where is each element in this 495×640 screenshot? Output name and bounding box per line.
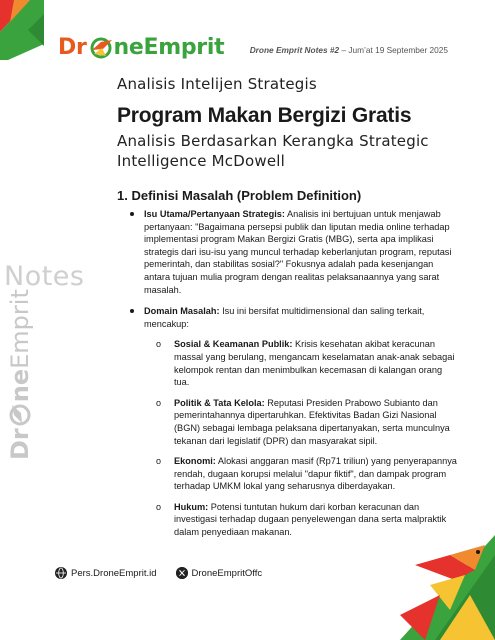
bullet-item: [117, 305, 457, 539]
sub-bullet-label: Hukum:: [174, 501, 209, 512]
sub-bullet-label: Ekonomi:: [174, 456, 216, 467]
logo-text-part1: Dr: [58, 35, 87, 60]
footer-website[interactable]: [55, 567, 157, 579]
bird-logo-icon: [88, 36, 114, 60]
bullet-label: Domain Masalah:: [144, 306, 220, 317]
document-kicker: Analisis Intelijen Strategis: [117, 75, 317, 93]
brand-logo: [58, 33, 224, 63]
sub-bullet-label: Politik & Tata Kelola:: [174, 397, 265, 408]
sub-bullet-item: [144, 338, 457, 388]
bullet-text: Analisis ini bertujuan untuk menjawab pertanyaan: "Bagaimana persepsi publik dan liputan media online terhadap implementasi program Makan Bergizi Gratis (MBG), serta apa implikasi strategis dari isu-isu yang muncul terhadap keberlanjutan program, reputasi pemerintah, dan stabilitas sosial?" Fokusnya adalah pada kesenjangan antara tujuan mulia program dengan realitas pelaksanaannya yang sarat masalah.: [144, 209, 452, 295]
x-logo-icon: [176, 567, 188, 579]
publish-date: – Jum’at 19 September 2025: [341, 45, 448, 55]
sub-bullet-item: [144, 501, 457, 539]
section-title: 1. Definisi Masalah (Problem Definition): [117, 188, 362, 203]
side-brand-part2: ne: [6, 368, 34, 403]
sub-bullet-text: Alokasi anggaran masif (Rp71 triliun) yang penyerapannya rendah, dugaan korupsi melalui "dapur fiktif", dan dampak program terhadap UMKM lokal yang seharusnya diberdayakan.: [174, 456, 457, 492]
globe-icon: [55, 567, 67, 579]
document-subtitle: Analisis Berdasarkan Kerangka Strategic Intelligence McDowell: [117, 132, 429, 170]
sub-bullet-label: Sosial & Keamanan Publik:: [174, 339, 293, 350]
bullet-item: [117, 208, 457, 296]
notes-label: Drone Emprit Notes #2: [249, 45, 340, 55]
logo-text-part2: neEmprit: [113, 35, 225, 60]
sub-bullet-item: [144, 397, 457, 447]
side-brand-watermark: [6, 289, 34, 460]
side-brand-part1: Dr: [6, 428, 34, 460]
document-title: Program Makan Bergizi Gratis: [117, 104, 412, 127]
social-handle[interactable]: DroneEmpritOffc: [191, 567, 263, 579]
bullet-label: Isu Utama/Pertanyaan Strategis:: [144, 209, 285, 219]
side-bird-icon: [8, 403, 32, 427]
sub-bullet-text: Potensi tuntutan hukum dari korban keracunan dan investigasi terhadap dugaan penyelewengan dana serta malpraktik dalam penyediaan makanan.: [174, 501, 447, 538]
bullet-text: Isu ini bersifat multidimensional dan saling terkait, mencakup:: [144, 306, 425, 329]
sub-bullet-text: Krisis kesehatan akibat keracunan massal yang berulang, mengancam keselamatan anak-anak sebagai kelompok rentan dan menimbulkan kecemasan di kalangan orang tua.: [174, 339, 455, 388]
footer-social[interactable]: [176, 567, 263, 579]
top-left-decoration: [0, 0, 60, 60]
website-link[interactable]: Pers.DroneEmprit.id: [71, 567, 157, 579]
main-bullet-list: [117, 208, 457, 539]
footer: [55, 567, 281, 579]
header-meta: [240, 45, 448, 55]
sub-bullet-item: [144, 455, 457, 493]
sub-bullet-list: [144, 338, 457, 538]
sub-bullet-text: Reputasi Presiden Prabowo Subianto dan pemerintahannya dipertaruhkan. Efektivitas Badan Gizi Nasional (BGN) sebagai lembaga pelaksana dipertanyakan, serta munculnya tekanan dari legislatif (DPR) dan masyarakat sipil.: [174, 397, 450, 446]
document-body: [117, 74, 457, 548]
side-notes-watermark: Notes: [4, 261, 85, 292]
side-brand-part3: Emprit: [6, 289, 34, 369]
